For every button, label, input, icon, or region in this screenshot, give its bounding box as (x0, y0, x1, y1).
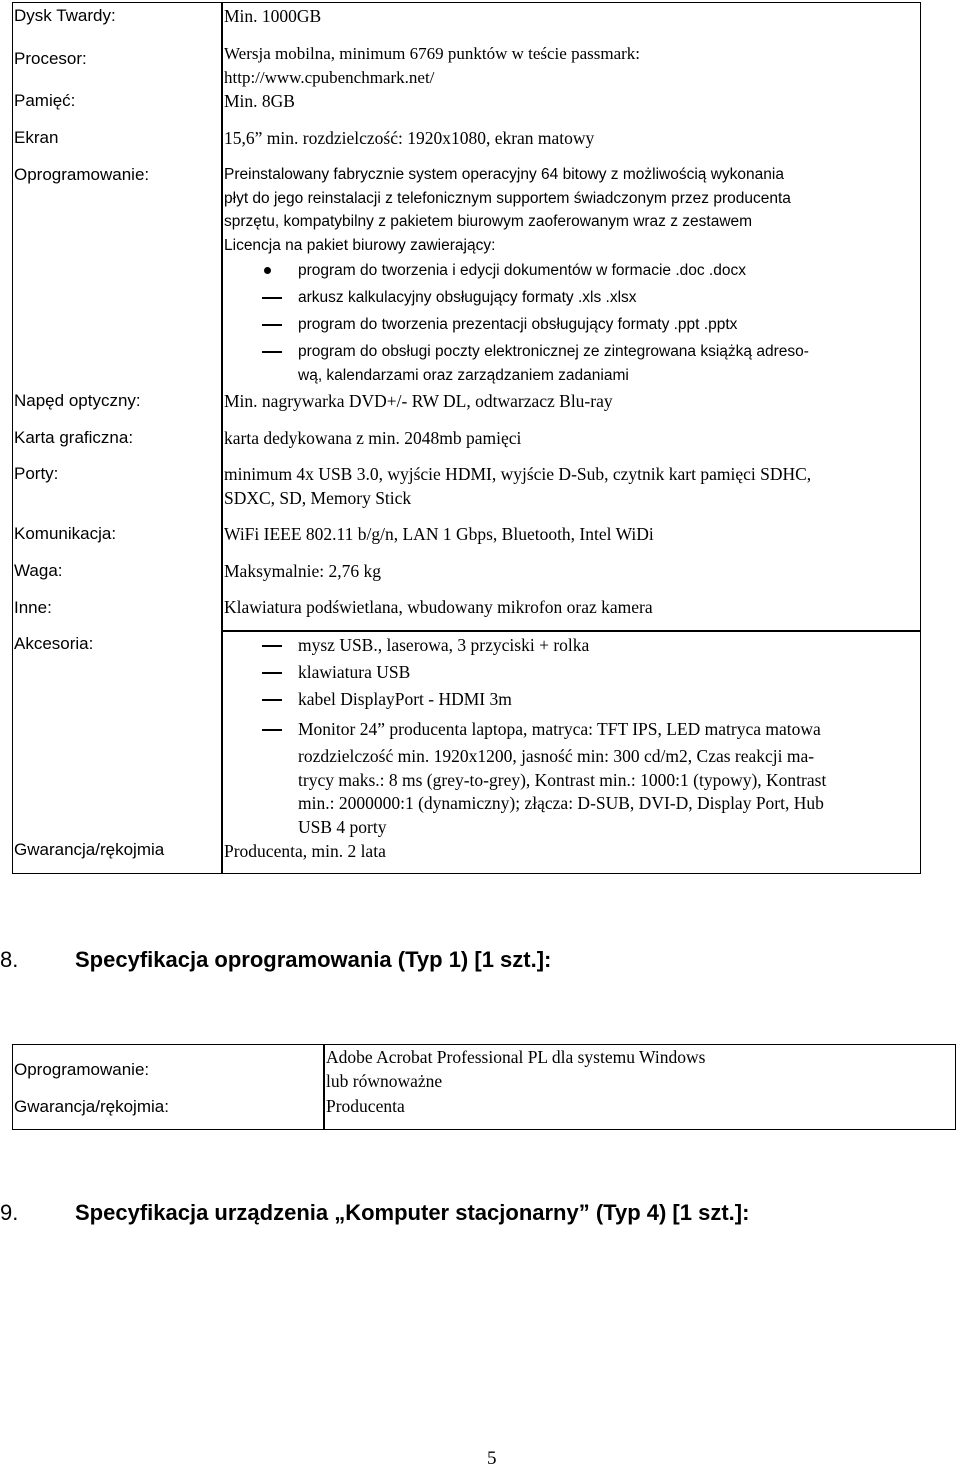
dash-icon (262, 351, 282, 353)
dash-icon (262, 729, 282, 731)
oprogramowanie-line: Licencja na pakiet biurowy zawierający: (224, 236, 496, 254)
spec-table-laptop-row-separator (221, 630, 921, 632)
bullet-icon (264, 267, 271, 274)
section-title: Specyfikacja oprogramowania (Typ 1) [1 szt.]: (75, 947, 552, 972)
label-karta-graficzna: Karta graficzna: (14, 428, 134, 447)
label-dysk-twardy: Dysk Twardy: (14, 6, 116, 25)
list-item-text: USB 4 porty (298, 817, 387, 837)
label-komunikacja: Komunikacja: (14, 524, 117, 543)
oprogramowanie-line: płyt do jego reinstalacji z telefonicznym supportem świadczonym przez producenta (224, 189, 791, 207)
list-item-text: rozdzielczość min. 1920x1200, jasność min: 300 cd/m2, Czas reakcji ma- (298, 746, 815, 766)
list-item-text: program do obsługi poczty elektronicznej ze zintegrowana książką adreso- (298, 343, 809, 360)
value-dysk-twardy: Min. 1000GB (224, 6, 322, 26)
label-naped-optyczny: Napęd optyczny: (14, 391, 141, 410)
label-porty: Porty: (14, 464, 59, 483)
label-inne: Inne: (14, 598, 52, 617)
section-title: Specyfikacja urządzenia „Komputer stacjonarny” (Typ 4) [1 szt.]: (75, 1200, 750, 1225)
page-number: 5 (487, 1448, 497, 1469)
list-item-text: program do tworzenia prezentacji obsługujący formaty .ppt .pptx (298, 316, 738, 333)
list-item-text: Monitor 24” producenta laptopa, matryca: TFT IPS, LED matryca matowa (298, 719, 821, 739)
list-item-text: arkusz kalkulacyjny obsługujący formaty .xls .xlsx (298, 289, 637, 306)
software-line: lub równoważne (326, 1070, 443, 1091)
list-item-text: program do tworzenia i edycji dokumentów w formacie .doc .docx (298, 262, 746, 279)
label-waga: Waga: (14, 561, 63, 580)
list-item-text: mysz USB., laserowa, 3 przyciski + rolka (298, 635, 590, 655)
label-oprogramowanie: Oprogramowanie: (14, 165, 150, 184)
label-gwarancja-software: Gwarancja/rękojmia: (14, 1097, 169, 1116)
value-procesor (224, 42, 916, 89)
oprogramowanie-line: Preinstalowany fabrycznie system operacyjny 64 bitowy z możliwością wykonania (224, 166, 784, 183)
value-inne: Klawiatura podświetlana, wbudowany mikrofon oraz kamera (224, 597, 653, 617)
value-porty (224, 463, 916, 510)
list-item-text: wą, kalendarzami oraz zarządzaniem zadaniami (298, 367, 629, 384)
value-karta-graficzna: karta dedykowana z min. 2048mb pamięci (224, 428, 522, 448)
value-waga: Maksymalnie: 2,76 kg (224, 561, 381, 581)
section-number: 8. (0, 947, 19, 972)
value-oprogramowanie (224, 163, 916, 257)
value-pamiec: Min. 8GB (224, 91, 295, 111)
value-komunikacja: WiFi IEEE 802.11 b/g/n, LAN 1 Gbps, Bluetooth, Intel WiDi (224, 524, 654, 544)
spec-table-software-divider (323, 1044, 325, 1130)
value-oprogramowanie-software (326, 1046, 946, 1093)
value-gwarancja: Producenta, min. 2 lata (224, 841, 386, 861)
value-procesor-line: Wersja mobilna, minimum 6769 punktów w teście passmark: (224, 44, 641, 63)
list-item-text: klawiatura USB (298, 662, 411, 682)
spec-table-laptop-divider (221, 2, 223, 874)
label-oprogramowanie-software: Oprogramowanie: (14, 1060, 150, 1079)
porty-line: minimum 4x USB 3.0, wyjście HDMI, wyjście D-Sub, czytnik kart pamięci SDHC, (224, 464, 812, 484)
value-gwarancja-software: Producenta (326, 1096, 405, 1116)
dash-icon (262, 699, 282, 701)
value-ekran: 15,6” min. rozdzielczość: 1920x1080, ekran matowy (224, 128, 595, 148)
section-number: 9. (0, 1200, 19, 1225)
dash-icon (262, 645, 282, 647)
list-item-text: kabel DisplayPort - HDMI 3m (298, 689, 512, 709)
label-akcesoria: Akcesoria: (14, 634, 94, 653)
value-procesor-link[interactable]: http://www.cpubenchmark.net/ (224, 67, 435, 87)
dash-icon (262, 324, 282, 326)
porty-line: SDXC, SD, Memory Stick (224, 487, 412, 508)
label-pamiec: Pamięć: (14, 91, 76, 110)
value-naped-optyczny: Min. nagrywarka DVD+/- RW DL, odtwarzacz Blu-ray (224, 391, 613, 411)
label-ekran: Ekran (14, 128, 59, 147)
label-procesor: Procesor: (14, 49, 87, 68)
label-gwarancja: Gwarancja/rękojmia (14, 840, 165, 859)
oprogramowanie-line: sprzętu, kompatybilny z pakietem biurowym zaoferowanym wraz z zestawem (224, 213, 753, 230)
software-line: Adobe Acrobat Professional PL dla systemu Windows (326, 1047, 706, 1067)
dash-icon (262, 297, 282, 299)
dash-icon (262, 672, 282, 674)
list-item-text: min.: 2000000:1 (dynamiczny); złącza: D-SUB, DVI-D, Display Port, Hub (298, 793, 824, 813)
list-item-text: trycy maks.: 8 ms (grey-to-grey), Kontrast min.: 1000:1 (typowy), Kontrast (298, 770, 827, 790)
